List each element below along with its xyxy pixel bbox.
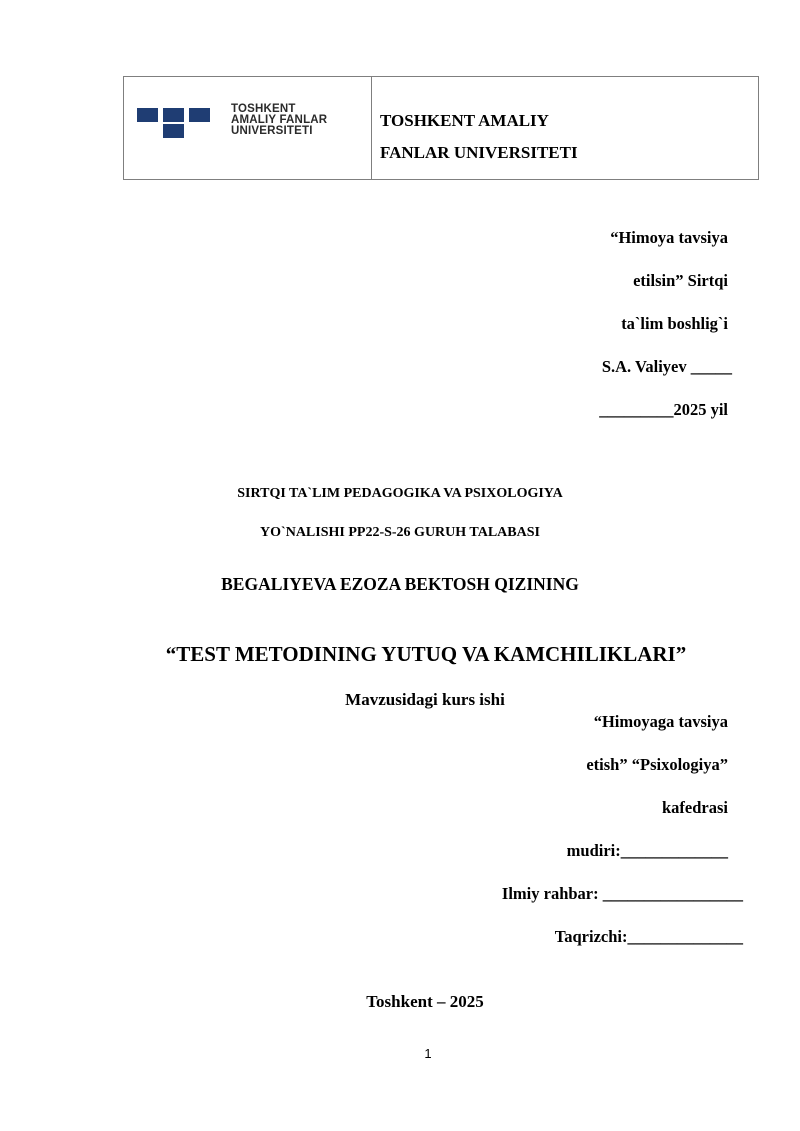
approval-line: etish” “Psixologiya” xyxy=(586,755,728,774)
student-group-line: YO`NALISHI PP22-S-26 GURUH TALABASI xyxy=(260,525,540,540)
approval-date-line: _________2025 yil xyxy=(599,400,728,419)
approval-line: ta`lim boshlig`i xyxy=(621,314,728,333)
approval-line: etilsin” Sirtqi xyxy=(633,271,728,290)
reviewer-line: Taqrizchi:______________ xyxy=(554,927,743,946)
university-name-line: FANLAR UNIVERSITETI xyxy=(380,143,578,162)
approval-line: kafedrasi xyxy=(662,798,728,817)
city-year: Toshkent – 2025 xyxy=(366,992,484,1011)
head-of-department-line: mudiri:_____________ xyxy=(566,841,728,860)
logo-text-line: AMALIY FANLAR xyxy=(231,114,328,126)
page-number: 1 xyxy=(424,1046,432,1061)
supervisor-line: Ilmiy rahbar: _________________ xyxy=(501,884,743,903)
logo-text-line: TOSHKENT xyxy=(231,103,296,115)
student-name: BEGALIYEVA EZOZA BEKTOSH QIZINING xyxy=(221,574,579,594)
university-logo-icon xyxy=(137,108,210,138)
approval-line: “Himoyaga tavsiya xyxy=(593,712,728,731)
approval-signature-line: S.A. Valiyev _____ xyxy=(601,357,732,376)
topic-title: “TEST METODINING YUTUQ VA KAMCHILIKLARI” xyxy=(165,642,687,666)
topic-subtitle: Mavzusidagi kurs ishi xyxy=(345,690,505,709)
logo-cell xyxy=(124,77,372,179)
university-name-line: TOSHKENT AMALIY xyxy=(380,111,549,130)
approval-line: “Himoya tavsiya xyxy=(610,228,728,247)
student-program-line: SIRTQI TA`LIM PEDAGOGIKA VA PSIXOLOGIYA xyxy=(237,486,563,501)
university-name-cell xyxy=(372,77,758,179)
logo-text xyxy=(231,104,327,137)
logo-text-line: UNIVERSITETI xyxy=(231,125,313,137)
header-table xyxy=(123,76,759,180)
